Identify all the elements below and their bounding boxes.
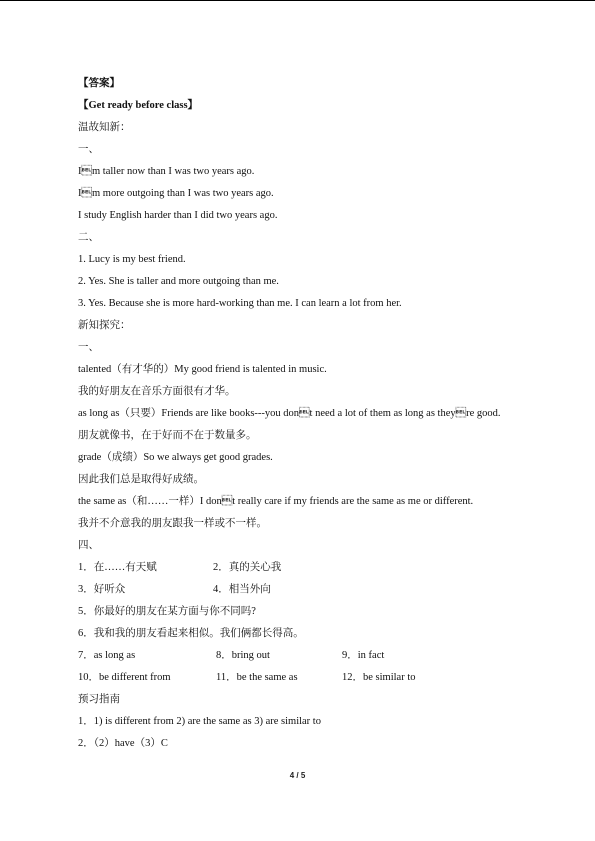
vocab-line: talented（有才华的）My good friend is talented in music. [78, 364, 327, 375]
answer-row [78, 579, 538, 601]
answer-row [78, 645, 538, 667]
translation-line: 我的好朋友在音乐方面很有才华。 [78, 386, 236, 397]
translation-line: 因此我们总是取得好成绩。 [78, 474, 204, 485]
explore-label: 新知探究： [78, 320, 131, 331]
answer-item: 7．as long as [78, 650, 136, 661]
document-body [78, 73, 538, 755]
answer-item: 8．bring out [216, 650, 270, 661]
text-line: 2. Yes. She is taller and more outgoing than me. [78, 276, 279, 287]
answer-row [78, 557, 538, 579]
vocab-line: as long as（只要）Friends are like books---you dont need a lot of them as long as theyre good. [78, 408, 501, 419]
part-one-label: 一、 [78, 342, 99, 353]
answer-line: 2．（2）have（3）C [78, 738, 168, 749]
answer-item: 12．be similar to [342, 672, 416, 683]
page-number: 4 / 5 [289, 771, 306, 780]
text-line: 3. Yes. Because she is more hard-working than me. I can learn a lot from her. [78, 298, 402, 309]
translation-line: 我并不介意我的朋友跟我一样或不一样。 [78, 518, 267, 529]
vocab-line: the same as（和……一样）I dont really care if my friends are the same as me or different. [78, 496, 474, 507]
answer-item: 4．相当外向 [213, 584, 271, 595]
answer-row [78, 667, 538, 689]
text-line: I study English harder than I did two years ago. [78, 210, 278, 221]
answer-item: 3．好听众 [78, 584, 126, 595]
answer-item: 2．真的关心我 [213, 562, 282, 573]
text-line: Im taller now than I was two years ago. [78, 166, 255, 177]
answer-item: 9．in fact [342, 650, 385, 661]
text-line: 1. Lucy is my best friend. [78, 254, 186, 265]
answer-item: 10．be different from [78, 672, 171, 683]
answer-line: 1．1) is different from 2) are the same as 3) are similar to [78, 716, 321, 727]
answer-line: 5．你最好的朋友在某方面与你不同吗? [78, 606, 256, 617]
answer-item: 1．在……有天赋 [78, 562, 157, 573]
text-line: Im more outgoing than I was two years ago. [78, 188, 274, 199]
answer-line: 6．我和我的朋友看起来相似。我们俩都长得高。 [78, 628, 304, 639]
answer-heading: 【答案】 [78, 78, 120, 89]
guide-label: 预习指南 [78, 694, 120, 705]
translation-line: 朋友就像书，在于好而不在于数量多。 [78, 430, 257, 441]
part-one-label: 一、 [78, 144, 99, 155]
section-heading: 【Get ready before class】 [78, 100, 199, 111]
part-two-label: 二、 [78, 232, 99, 243]
review-label: 温故知新： [78, 122, 131, 133]
part-four-label: 四、 [78, 540, 99, 551]
answer-item: 11．be the same as [216, 672, 298, 683]
vocab-line: grade（成绩）So we always get good grades. [78, 452, 273, 463]
top-border-line [0, 0, 595, 1]
